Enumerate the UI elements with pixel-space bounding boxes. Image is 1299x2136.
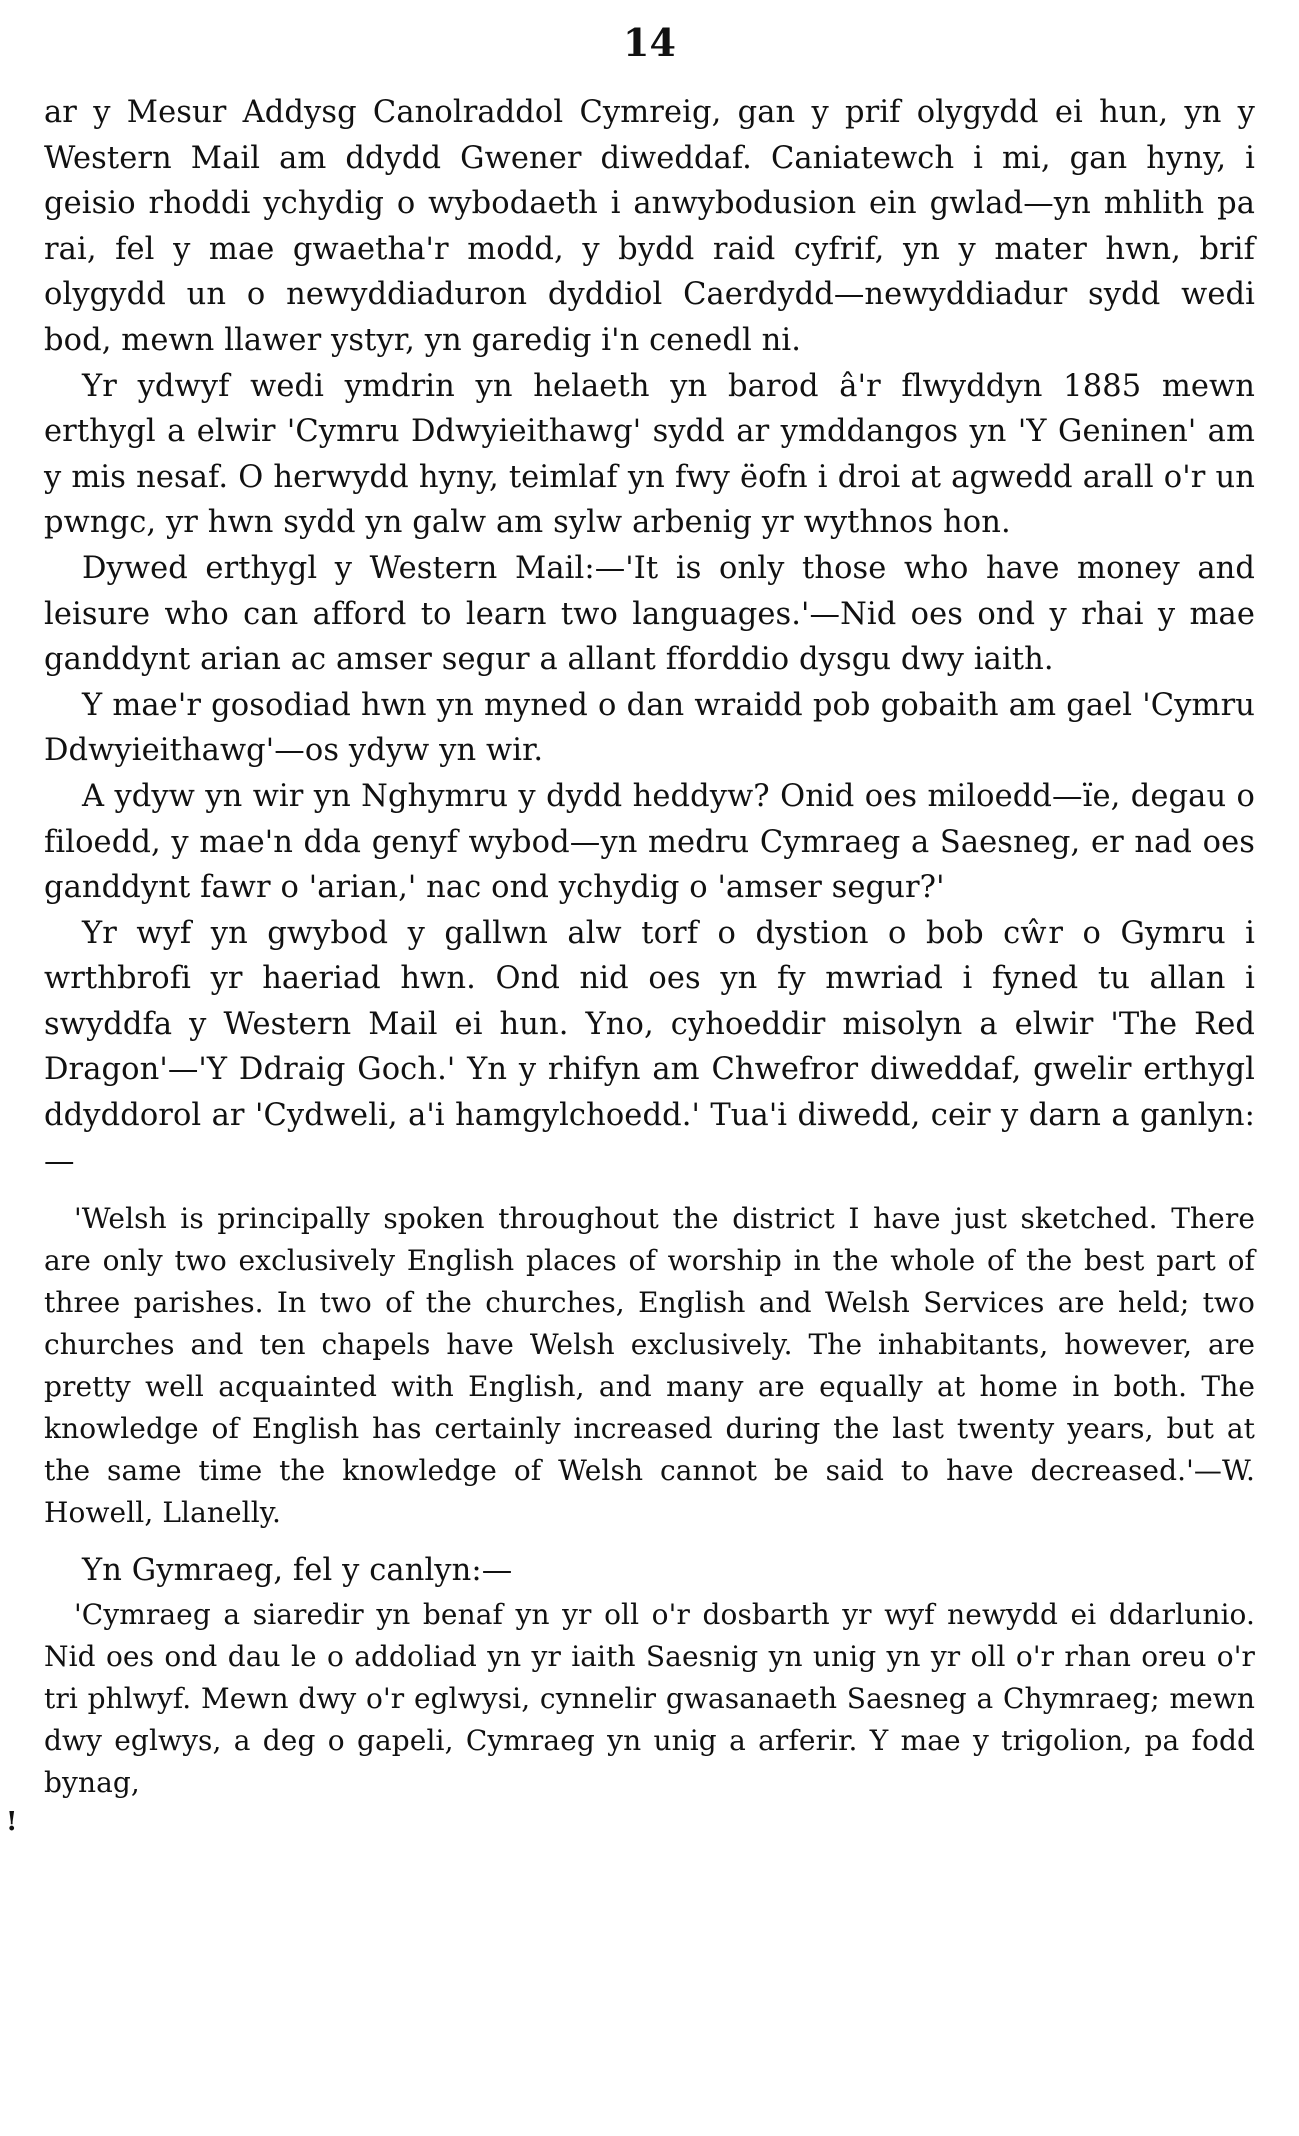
paragraph-red-dragon: Yr wyf yn gwybod y gallwn alw torf o dystion o bob cŵr o Gymru i wrthbrofi yr haeriad hwn. Ond nid oes yn fy mwriad i fyned tu allan i swyddfa y Western Mail ei hun. Yno, cyhoeddir misolyn a elwir 'The Red Dragon'—'Y Ddraig Goch.' Yn y rhifyn am Chwefror diweddaf, gwelir erthygl ddyddorol ar 'Cydweli, a'i hamgylchoedd.' Tua'i diwedd, ceir y darn a ganlyn:—: [44, 915, 1255, 1179]
paragraph-western-mail-intro: ar y Mesur Addysg Canolraddol Cymreig, gan y prif olygydd ei hun, yn y Western Mail am ddydd Gwener diweddaf. Caniatewch i mi, gan hyny, i geisio rhoddi ychydig o wybodaeth i anwybodusion ein gwlad—yn mhlith pa rai, fel y mae gwaetha'r modd, y bydd raid cyfrif, yn y mater hwn, brif olygydd un o newyddiaduron dyddiol Caerdydd—newyddiadur sydd wedi bod, mewn llawer ystyr, yn garedig i'n cenedl ni.: [44, 95, 1255, 358]
page-number: 14: [623, 20, 676, 65]
paragraph-gosodiad: Y mae'r gosodiad hwn yn myned o dan wraidd pob gobaith am gael 'Cymru Ddwyieithawg'—os ydyw yn wir.: [44, 687, 1255, 769]
paragraph-western-mail-quote: Dywed erthygl y Western Mail:—'It is only those who have money and leisure who can afford to learn two languages.'—Nid oes ond y rhai y mae ganddynt arian ac amser segur a allant fforddio dysgu dwy iaith.: [44, 550, 1255, 678]
margin-mark: !: [6, 1807, 18, 1837]
paragraph-question: A ydyw yn wir yn Nghymru y dydd heddyw? Onid oes miloedd—ïe, degau o filoedd, y mae'n dda genyf wybod—yn medru Cymraeg a Saesneg, er nad oes ganddynt fawr o 'arian,' nac ond ychydig o 'amser segur?': [44, 778, 1255, 906]
book-page: [44, 18, 1255, 1804]
block-quote-welsh: 'Cymraeg a siaredir yn benaf yn yr oll o'r dosbarth yr wyf newydd ei ddarlunio. Nid oes ond dau le o addoliad yn yr iaith Saesnig yn unig yn yr oll o'r rhan oreu o'r tri phlwyf. Mewn dwy o'r eglwysi, cynnelir gwasanaeth Saesneg a Chymraeg; mewn dwy eglwys, a deg o gapeli, Cymraeg yn unig a arferir. Y mae y trigolion, pa fodd bynag,: [44, 1597, 1255, 1799]
paragraph-cymru-ddwyieithawg: Yr ydwyf wedi ymdrin yn helaeth yn barod â'r flwyddyn 1885 mewn erthygl a elwir 'Cymru Ddwyieithawg' sydd ar ymddangos yn 'Y Geninen' am y mis nesaf. O herwydd hyny, teimlaf yn fwy ëofn i droi at agwedd arall o'r un pwngc, yr hwn sydd yn galw am sylw arbenig yr wythnos hon.: [44, 368, 1255, 541]
block-quote-english: 'Welsh is principally spoken throughout the district I have just sketched. There are only two exclusively English places of worship in the whole of the best part of three parishes. In two of the churches, English and Welsh Services are held; two churches and ten chapels have Welsh exclusively. The inhabitants, however, are pretty well acquainted with English, and many are equally at home in both. The knowledge of English has certainly increased during the last twenty years, but at the same time the knowledge of Welsh cannot be said to have decreased.'—W. Howell, Llanelly.: [44, 1202, 1255, 1530]
paragraph-yn-gymraeg: Yn Gymraeg, fel y canlyn:—: [82, 1553, 513, 1589]
